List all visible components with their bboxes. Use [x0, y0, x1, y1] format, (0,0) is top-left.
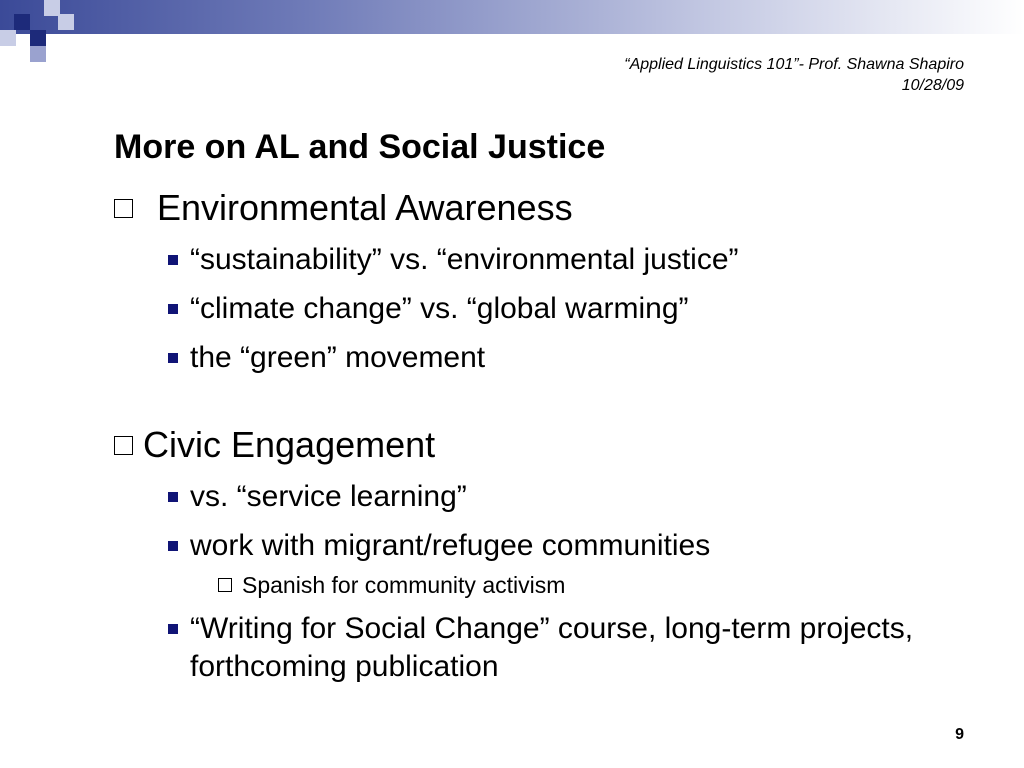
- list-item: [114, 527, 914, 565]
- list-item-text: “Writing for Social Change” course, long-term projects, forthcoming publication: [190, 612, 914, 683]
- list-item-text: work with migrant/refugee communities: [190, 529, 711, 562]
- slide-header: [624, 54, 964, 96]
- section-heading: [114, 186, 914, 230]
- list-item-text: the “green” movement: [190, 341, 486, 374]
- list-item-text: vs. “service learning”: [190, 480, 467, 513]
- section-heading: [114, 423, 914, 467]
- square-bullet-icon: [168, 541, 178, 551]
- list-item-text: “climate change” vs. “global warming”: [190, 292, 689, 325]
- square-bullet-icon: [168, 492, 178, 502]
- course-line: “Applied Linguistics 101”- Prof. Shawna Shapiro: [624, 56, 964, 73]
- hollow-square-bullet-icon: [114, 199, 133, 218]
- sub-list-item-text: Spanish for community activism: [242, 572, 566, 598]
- slide-title: More on AL and Social Justice: [114, 128, 606, 166]
- page-number: 9: [955, 726, 964, 743]
- list-item: [114, 478, 914, 516]
- square-bullet-icon: [168, 255, 178, 265]
- hollow-square-bullet-icon: [218, 578, 232, 592]
- header-band: [0, 0, 1024, 34]
- square-bullet-icon: [168, 304, 178, 314]
- section-heading-text: Civic Engagement: [143, 424, 436, 465]
- list-item-text: “sustainability” vs. “environmental justice”: [190, 243, 739, 276]
- list-item: [114, 290, 914, 328]
- slide-content: [114, 186, 914, 686]
- square-bullet-icon: [168, 624, 178, 634]
- list-item: [114, 339, 914, 377]
- section-heading-text: Environmental Awareness: [157, 187, 573, 228]
- date: 10/28/09: [901, 77, 964, 94]
- hollow-square-bullet-icon: [114, 436, 133, 455]
- list-item: [114, 241, 914, 279]
- list-item: [114, 610, 914, 686]
- sub-list-item: [114, 571, 914, 599]
- square-bullet-icon: [168, 353, 178, 363]
